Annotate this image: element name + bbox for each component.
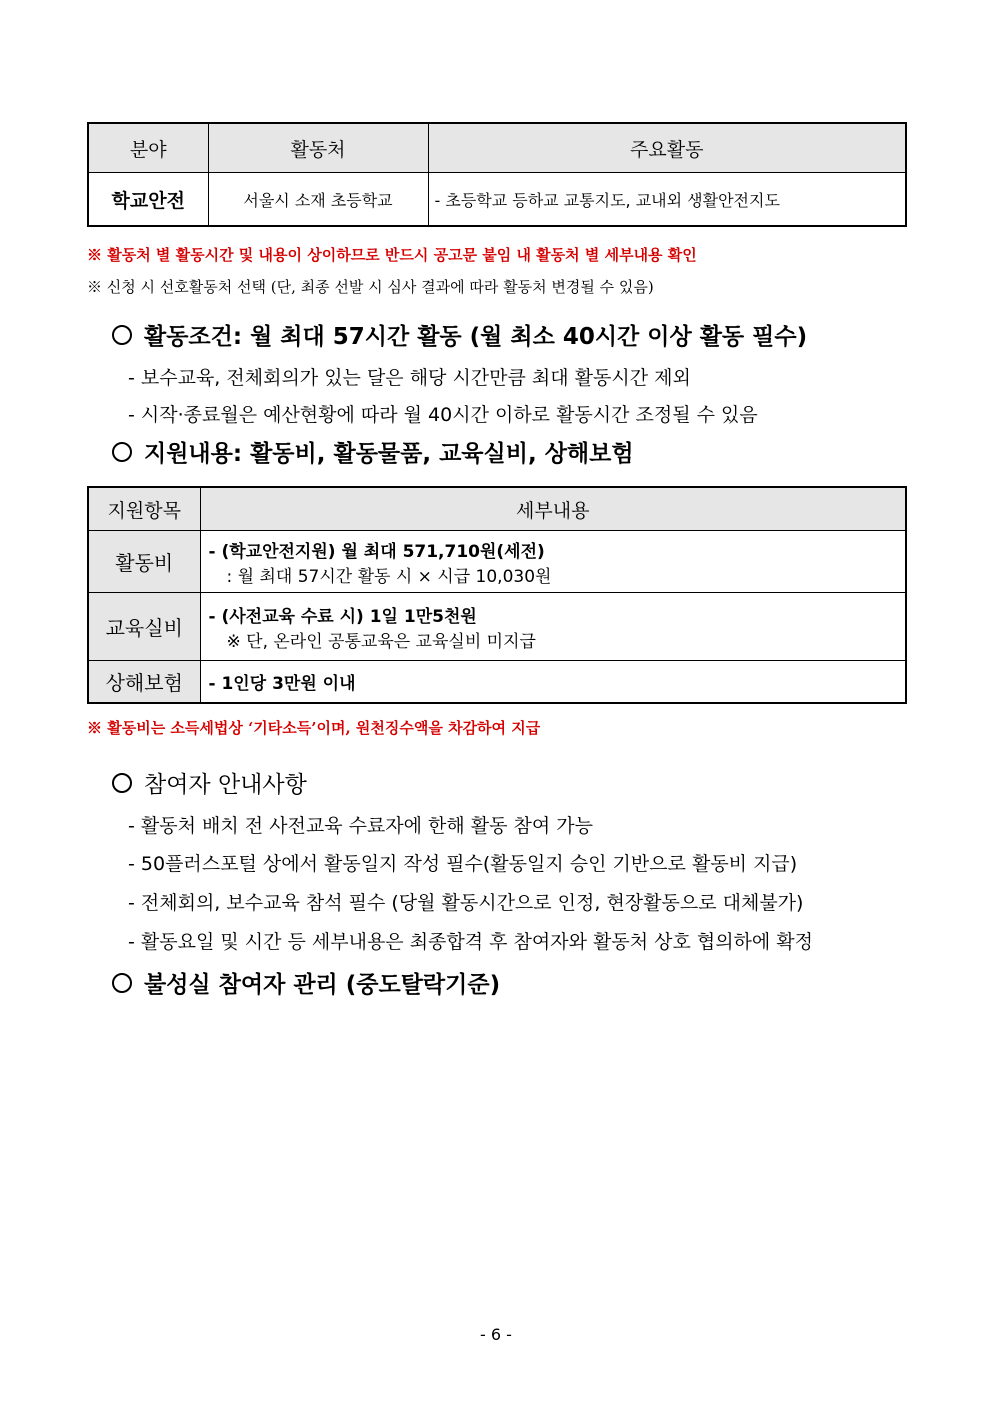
cell-detail <box>200 531 906 593</box>
list-item: - 전체회의, 보수교육 참석 필수 (당월 활동시간으로 인정, 현장활동으로 대체불가) <box>128 892 804 914</box>
cell-place: 서울시 소재 초등학교 <box>208 173 428 227</box>
header-place: 활동처 <box>208 123 428 173</box>
section-participant-info <box>112 766 307 799</box>
table-row <box>88 661 906 703</box>
list-item: - 시작·종료월은 예산현황에 따라 월 40시간 이하로 활동시간 조정될 수 있음 <box>128 404 758 426</box>
cell-item: 활동비 <box>88 531 200 593</box>
header-field: 분야 <box>88 123 208 173</box>
circle-bullet-icon <box>112 325 132 345</box>
note-red-1: ※ 활동처 별 활동시간 및 내용이 상이하므로 반드시 공고문 붙임 내 활동처 별 세부내용 확인 <box>87 246 697 264</box>
page-number: - 6 - <box>480 1325 512 1344</box>
circle-bullet-icon <box>112 973 132 993</box>
note-red-2: ※ 활동비는 소득세법상 ‘기타소득’이며, 원천징수액을 차감하여 지급 <box>87 719 541 737</box>
section-heading: 활동조건: 월 최대 57시간 활동 (월 최소 40시간 이상 활동 필수) <box>144 324 808 350</box>
list-item: - 활동요일 및 시간 등 세부내용은 최종합격 후 참여자와 활동처 상호 협의하에 확정 <box>128 931 814 953</box>
table-header-row <box>88 123 906 173</box>
table-row <box>88 173 906 227</box>
cell-detail <box>200 593 906 661</box>
section-activity-conditions <box>112 318 807 351</box>
list-item: - 보수교육, 전체회의가 있는 달은 해당 시간만큼 최대 활동시간 제외 <box>128 367 691 389</box>
table-row <box>88 531 906 593</box>
section-heading: 지원내용: 활동비, 활동물품, 교육실비, 상해보험 <box>144 441 634 467</box>
note-black-1: ※ 신청 시 선호활동처 선택 (단, 최종 선발 시 심사 결과에 따라 활동처 변경될 수 있음) <box>87 278 654 296</box>
section-dropout-criteria <box>112 966 500 999</box>
cell-main: - 초등학교 등하교 교통지도, 교내외 생활안전지도 <box>428 173 906 227</box>
list-item: - 활동처 배치 전 사전교육 수료자에 한해 활동 참여 가능 <box>128 815 594 837</box>
header-detail: 세부내용 <box>200 487 906 531</box>
detail-line: - (학교안전지원) 월 최대 571,710원(세전) <box>208 541 545 562</box>
header-main: 주요활동 <box>428 123 906 173</box>
cell-item: 교육실비 <box>88 593 200 661</box>
detail-subline: ※ 단, 온라인 공통교육은 교육실비 미지급 <box>226 631 536 652</box>
table-row <box>88 593 906 661</box>
detail-line: - (사전교육 수료 시) 1일 1만5천원 <box>208 606 477 627</box>
section-support <box>112 435 634 468</box>
cell-item: 상해보험 <box>88 661 200 703</box>
detail-line: - 1인당 3만원 이내 <box>208 673 356 694</box>
cell-detail <box>200 661 906 703</box>
support-table <box>87 486 907 704</box>
activity-field-table <box>87 122 907 227</box>
section-heading: 참여자 안내사항 <box>144 772 307 798</box>
cell-field: 학교안전 <box>88 173 208 227</box>
header-item: 지원항목 <box>88 487 200 531</box>
circle-bullet-icon <box>112 773 132 793</box>
circle-bullet-icon <box>112 442 132 462</box>
table-header-row <box>88 487 906 531</box>
list-item: - 50플러스포털 상에서 활동일지 작성 필수(활동일지 승인 기반으로 활동비 지급) <box>128 853 798 875</box>
detail-subline: : 월 최대 57시간 활동 시 × 시급 10,030원 <box>226 566 552 587</box>
section-heading: 불성실 참여자 관리 (중도탈락기준) <box>144 972 501 998</box>
